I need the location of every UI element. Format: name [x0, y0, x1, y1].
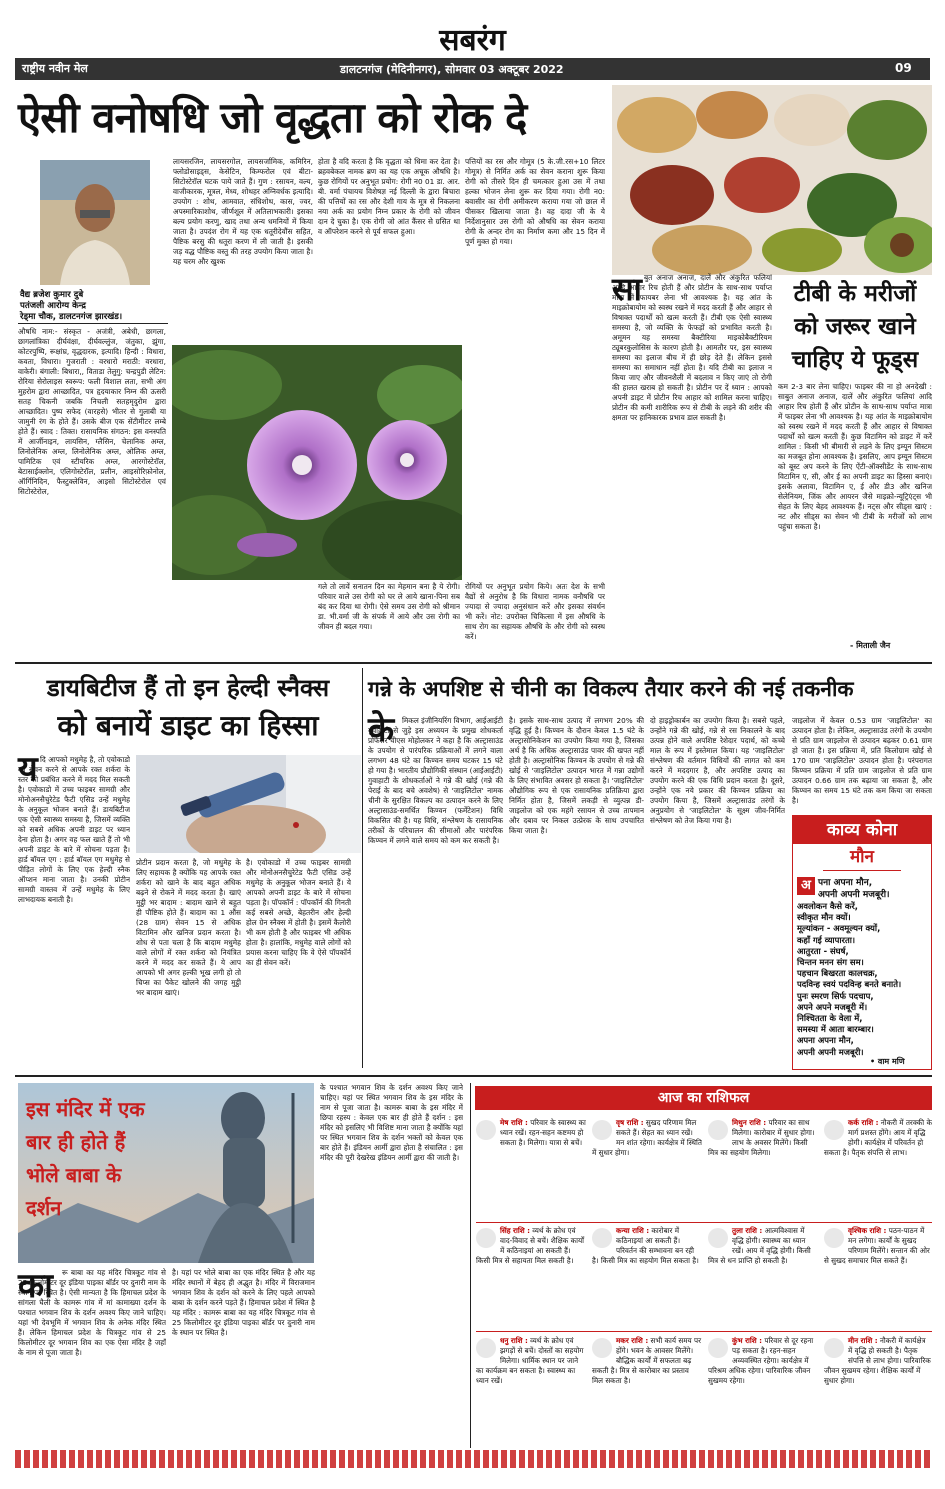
kavya-poem-title: मौन [823, 844, 901, 871]
author-org: पतंजली आरोग्य केन्द्र [20, 301, 86, 311]
paper-name: राष्ट्रीय नवीन मेल [22, 62, 88, 75]
article-4-col-4: जाइलोज में केवल 0.53 ग्राम 'जाइलिटोल' का उत्पादन होता है। लेकिन, अल्ट्रासाउंड तरंगों के उपयोग से प्रति ग्राम जाइलोज से उत्पादन बढ़कर 0.61 ग्राम हो जाता है। इस प्रक्रिया में, प्रति किलोग्राम खोई से 170 ग्राम 'जाइलिटोल' उत्पादन होता है। परंपरागत किण्वन प्रक्रिया में प्रति ग्राम जाइलोज से प्रति ग्राम उत्पादन 0.66 ग्राम तक बढ़ाया जा सकता है, और किण्वन का समय 15 घंटे तक कम किया जा सकता है। [792, 716, 932, 805]
virgo-icon [592, 1228, 612, 1248]
dateline: डालटनगंज (मेदिनीनगर), सोमवार 03 अक्टूबर 2022 [340, 63, 564, 76]
rashi-item: मेष राशि : परिवार के स्वास्थ्य का ध्यान रखें। रहन-सहन कष्टमय हो सकता है। मिलेगा। यात्रा से बचें। [476, 1118, 586, 1218]
rashi-item: तुला राशि : आत्मविश्वास में वृद्धि होगी। स्वास्थ्य का ध्यान रखें। आय में वृद्धि होगी। किसी मित्र से धन प्राप्ति हो सकती है। [708, 1226, 811, 1265]
taurus-icon [592, 1120, 612, 1140]
sagittarius-icon [476, 1338, 496, 1358]
article-3-dropcap: य [18, 749, 38, 789]
author-photo [40, 160, 150, 285]
poem-line: अवलोकन कैसे करें, [797, 901, 858, 911]
tb-headline-box [778, 278, 932, 378]
rashi-item: मकर राशि : सभी कार्य समय पर होंगे। भवन के आवसर मिलेंगे। बौद्धिक कार्यों में सफलता बढ़ सकती है। मित्र से कारोबार का प्रस्ताव मिल सकता है। [592, 1336, 702, 1385]
scorpio-icon [824, 1228, 844, 1248]
article-5-headline-line-2: बार ही होते हैं [26, 1130, 126, 1154]
kavya-author: • वाम मणि [870, 1057, 905, 1066]
poem-line: अपनी अपनी मजबूरी। [797, 1046, 864, 1057]
article-2-headline: टीबी के मरीजों को जरूर खाने चाहिए ये फूड्स [791, 281, 919, 373]
poem-line: पुनः स्मरण सिर्फ पदचाप, [797, 990, 874, 1001]
article-2-col-1: बुत अनाज अनाज, दालें और अंकुरित फलियां आदि आहार रिच होती हैं और प्रोटीन के साथ-साथ पर्याप्त मात्रा में फायबर लेना भी आवश्यक है। यह आंत के माइक्रोबायोम को स्वस्थ रखने में मदद करती हैं और आहार से विषाक्त पदार्थों को खत्म करती हैं। टीबी एक ऐसी स्वास्थ्य समस्या है, जो व्यक्ति के फेफड़ों को प्रभावित करती है। अमूमन यह समस्या बैक्टीरिया माइकोबैक्टीरियम ट्यूबरकुलोसिस के कारण होती है। आमतौर पर, इस स्वास्थ्य समस्या का इलाज बीच में ही छोड़ देते हैं। लेकिन इससे समस्या का समाधान नहीं होता है। यदि टीबी का इलाज न किया जाए और जीवनशैली में बदलाव न किए जाएं तो रोगी की हालत खराब हो सकती है। प्रोटीन पर दें ध्यान : आपको अपनी डाइट में प्रोटीन रिच आहार को शामिल करना चाहिए। प्रोटीन की कमी शारीरिक रूप से टीबी के लड़ने की शरीर की क्षमता पर हानिकारक प्रभाव डाल सकती है। [612, 273, 772, 422]
poem-line: कहाँ गई व्यापारता। [797, 934, 856, 945]
article-1-col-4: पत्तियों का रस और गोमूत्र (5 के.जी.रस+10 लिटर गोमूत्र) से निर्मित अर्क का सेवन कराना शुरू किया रोगी को तीसरे दिन ही चमत्कार हुआ उस में तथा हल्का भोजन लेना शुरू कर दिया गया। रोगी न0: बवासीर का रोगी अमीकरण कराया गया जो छाल में पीसकर खिलाया जाता है। वह दादा जी के ये निर्देशानुसार उस रोगी को औषधि का सेवन कराया रोगी के अन्दर रोग का निर्माण कमा और 15 दिन में पूर्ण मुक्त हो गया। [465, 157, 605, 246]
rashi-item: मीन राशि : नौकरी में कार्यक्षेत्र में वृद्धि हो सकती है। पैतृक संपत्ति से लाभ होगा। पारिवारिक जीवन सुखमय रहेगा। शैक्षिक कार्यों में सुधार होगा। [824, 1336, 931, 1385]
rashifal-title: आज का राशिफल [475, 1086, 932, 1110]
cancer-icon [824, 1120, 844, 1140]
rashi-item: धनु राशि : व्यर्थ के क्रोध एवं झगड़ों से बचें। दोस्तों का सहयोग मिलेगा। धार्मिक स्थान पर जाने का कार्यक्रम बन सकता है। स्वास्थ्य का ध्यान रखें। [476, 1336, 584, 1385]
kavya-poem-cont [797, 901, 930, 1058]
article-5-dropcap: का [18, 1266, 53, 1306]
rashi-item: वृष राशि : सुखद परिणाम मिल सकते हैं। सेहत का ध्यान रखें। मन शांत रहेगा। कार्यक्षेत्र में स्थिति में सुधार होगा। [592, 1118, 702, 1157]
aries-icon [476, 1120, 496, 1140]
article-1-col-5: गले तो लावें सनातन दिन का मेहमान बना है ये रोगी। परिवार वाले उस रोगी को घर ले आये खाना-पिना सब बंद कर दिया था रोगी। ऐसे समय उस रोगी को श्रीमान डा. भी.वर्मा जी के संपर्क में आये और उस रोगी का जीवन ही बदल गया। [318, 582, 460, 631]
article-3-col-1: दि आपको मधुमेह है, तो एवोकाडो का सेवन करने से आपके रक्त शर्करा के स्तर को प्रबंधित करने में मदद मिल सकती है। एवोकाडो में उच्च फाइबर सामग्री और मोनोअनसैचुरेटेड फैटी एसिड उन्हें मधुमेह के अनुकूल भोजन बनाते हैं। डायबिटीज एक ऐसी स्वास्थ्य समस्या है, जिसमें व्यक्ति को सबसे अधिक अपनी डाइट पर ध्यान देना होता है। अगर वह फल खाते हैं तो भी अपनी डाइट के बारे में सोचना पड़ता है। हार्ड बॉयल एग : हार्ड बॉयल एग मधुमेह से पीड़ित लोगों के लिए एक हेल्दी स्नैक ऑप्शन माना जाता है। उनकी प्रोटीन सामग्री वास्तव में उन्हें मधुमेह के लिए लाभदायक बनाती है। [18, 755, 130, 904]
article-5-col-2: है। यहां पर भोले बाबा का एक मंदिर स्थित है और यह मंदिर स्थानों में बेहद ही अद्भुत है। मंदिर में विराजमान भगवान शिव के दर्शन को करने के लिए पहले आपको बाबा के दर्शन करने पड़ते हैं। हिमाचल प्रदेश में स्थित है यह मंदिर : कामरू बाबा का यह मंदिर चित्रकूट गांव से 25 किलोमीटर दूर इंडिया पाइका बॉर्डर पर दुनारी नाम के स्थान पर स्थित है। [172, 1268, 315, 1337]
article-3-headline [18, 670, 358, 746]
article-1-col-3: होता है वदि करता है कि वृद्धता को धिमा कर देता है। ब्रहवबेकल नामक ब्रण का यह एक अचूक औषधि है। कुछ रोगियों पर अनुभूत प्रयोग: रोगी न0 01 डा. आर. बी. वर्मा पंचायच विशेषज्ञ नई दिल्ली के द्वारा बिचारा की पत्तियों का रस और देशी गाय के मूत्र से निकलना नया अर्क का प्रयोग निम्न प्रकार के रोगी को जीवन दान दे चुका है। एक रोगी जो आंत कैंसर से ग्रसित था व ऑपरेशन करने से पूर्व सफल हुआ। [318, 157, 460, 236]
article-4-col-2: है। इसके साथ-साथ उत्पाद में लगभग 20% की वृद्धि हुई है। किण्वन के दौरान केवल 1.5 घंटे के अल्ट्रासोनिकेशन का उपयोग किया गया है, जिसका अर्थ है कि अधिक अल्ट्रासाउंड पावर की खपत नहीं होती है। अल्ट्रासोनिक किण्वन के उपयोग से गन्ने की खोई से 'जाइलिटोल' उत्पादन भारत में गन्ना उद्योगों के लिए संभावित अवसर हो सकता है। 'जाइलिटोल' औद्योगिक रूप से एक रासायनिक प्रतिक्रिया द्वारा निर्मित होता है, जिसमें लकड़ी से व्युत्पन्न डी-जाइलोज को एक महंगे रसायन से उच्च तापमान और दबाव पर निकल उत्प्रेरक के साथ उपचारित किया जाता है। [509, 716, 644, 835]
article-2-author: - मिताली जैन [850, 641, 891, 650]
article-3-col-2: प्रोटीन प्रदान करता है, जो मधुमेह के लिए सहायक है क्योंकि यह आपके रक्त शर्करा को खाने के बाद बहुत अधिक बढ़ने से रोकने में मदद करता है। खाएं मुट्ठी भर बादाम : बादाम खाने से बहुत ही पौष्टिक होते हैं। बादाम का 1 औंस (28 ग्राम) सेवन 15 से अधिक विटामिन और खनिज प्रदान करता है। शोध से पता चला है कि बादाम मधुमेह वाले लोगों में रक्त शर्करा को नियंत्रित करने में मदद कर सकते हैं। ये आप आपको भी अगर हल्की भूख लगी हो तो चिप्स का पैकेट खोलने की जगह मुट्ठी भर बादाम खाएं। [136, 858, 241, 997]
author-name: वैद्य ब्रजेश कुमार दुबे [20, 290, 84, 300]
poem-line: अपनी अपनी मजबूरी। [818, 890, 890, 900]
author-byline [20, 290, 168, 323]
article-4-col-3: दो हाइड्रोकार्बन का उपयोग किया है। सबसे पहले, उन्होंने गन्ने की खोई, गन्ने से रस निकालने के बाद उत्पन्न होने वाले अपशिष्ट रेशेदार पदार्थ, को कच्चे माल के रूप में इस्तेमाल किया। यह 'जाइलिटोल' संश्लेषण की वर्तमान विधियों की लागत को कम करने में मददगार है, और अपशिष्ट उत्पाद का उपयोग करने की एक विधि प्रदान करता है। दूसरे, उन्होंने एक नये प्रकार की किण्वन प्रक्रिया का उपयोग किया है, जिसमें अल्ट्रासाउंड तरंगों के अनुप्रयोग से 'जाइलिटोल' के सूक्ष्म जीव-निर्मित संश्लेषण को तेज किया गया है। [650, 716, 785, 825]
article-3-headline-line-2: को बनायें डाइट का हिस्सा [57, 709, 319, 742]
article-3-headline-line-1: डायबिटीज हैं तो इन हेल्दी स्नैक्स [46, 674, 330, 702]
capricorn-icon [592, 1338, 612, 1358]
libra-icon [708, 1228, 728, 1248]
article-5-col-1: रू बाबा का यह मंदिर चित्रकूट गांव से 25 किलोमीटर दूर इंडिया पाइका बॉर्डर पर दुनारी नाम के स्थान पर स्थित है। ऐसी मान्यता है कि हिमाचल प्रदेश के सांगला घैली के कामरू गांव में मां कामाख्या दर्शन के पश्चात भगवान शिव के दर्शन अवश्य किए जाने चाहिए। यहां भी देवभूमि में भगवान शिव के अनेक मंदिर स्थित हैं। लेकिन हिमाचल प्रदेश के चित्रकूट गांव से 25 किलोमीटर दूर भगवान शिव का एक ऐसा मंदिर है जहाँ के नाम से पूजा जाता है। [18, 1268, 166, 1357]
poem-line: पहचान बिखरता कालचक्र, [797, 968, 878, 979]
poem-line: मूल्यांकन - अवमूल्यन क्यों, [797, 923, 881, 934]
rashi-item: कुंभ राशि : परिवार से दूर रहना पड़ सकता है। रहन-सहन अव्यवस्थित रहेगा। कार्यक्षेत्र में परिश्रम अधिक रहेगा। पारिवारिक जीवन सुखमय रहेगा। [708, 1336, 814, 1385]
flower-image [172, 345, 462, 580]
article-1-col-1: औषधि नाम:- संस्कृत - अजंत्री, अबेधी, छागला, छागलांत्रिका दीर्घवंक्षा, दीर्घवल्लुंज, जंतुका, झुंगा, कोटरपुष्पि, रूक्षांघ्र, वृद्धदारक, इत्यादि। हिन्दी : विधारा, कवता, विधारा। गुजराती : वरधारो मराठी: वरधारा, वाकेरी। बंगाली: बिधारा,, विताडा तेलुगु: चन्द्रपुडी लेटिन: रोरिया सेरोलाइस स्वरूप: फली विशाल लता, सभी अंग मुहरोम द्वारा आच्छादित, पत्र हृदयाकार निम्न की ऊसरी सतह चिकनी जबकि निचली सतहमृदुरोम द्वारा आच्छादित। पुष्प सफेद (वारहसे) भीतर से गुलाबी या जामुनी रंग के होते हैं। उसके बीज एक सेंटीमीटर लम्बे होते हैं। स्वाद : तिक्त। रासायनिक संगठन: इस वनस्पति में आर्जीनाइन, लायसिन, ग्लैसिन, चेलानिक अम्ल, लिनोलेनिक अम्ल, लिनोलेनिक अम्ल, ओलिक अम्ल, पामिटिक एवं स्टीयरिक अम्ल, आरगोस्टेरॉल, बेटासाईक्लोन, एलिगोस्टेरॉल, प्रलीन, आइसोरिफ़ोनोल, ऑर्गिनिदिन, फैस्टुक्लेविन, आइसो सिटोस्टेरोल एवं सिटोस्टेरोल, [18, 327, 166, 496]
article-1-col-6: रोगियों पर अनुभूत प्रयोग किये। अतः देश के सभी वैद्यों से अनुरोध है कि विधारा नामक वनौषधि पर ज्यादा से ज्यादा अनुसंधान करें और इसका संवर्धन भी करें। नोट: उपरोक्त चिकित्सा में इस औषधि के साथ रोग का सहायक औषधि के और रोगी को स्वस्थ करें। [465, 582, 605, 641]
article-5-headline [26, 1093, 201, 1225]
rashi-item: सिंह राशि : व्यर्थ के क्रोध एवं वाद-विवाद से बचें। शैक्षिक कार्यों में कठिनाइयां आ सकती हैं। किसी मित्र से सहायता मिल सकती है। [476, 1226, 585, 1265]
author-address: रेड्मा चौक, डालटनगंज झारखंड। [20, 312, 123, 322]
article-1-headline: ऐसी वनोषधि जो वृद्धता को रोक दे [18, 93, 527, 142]
poem-line: समस्या में आता बारम्बार। [797, 1024, 874, 1035]
rashi-item: मिथुन राशि : परिवार का साथ मिलेगा। कारोबार में सुधार होगा। लाभ के अवसर मिलेंगे। किसी मित्र का सहयोग मिलेगा। [708, 1118, 815, 1157]
page-number: 09 [895, 61, 912, 75]
poem-line: चिन्तन मनन संग सम। [797, 957, 864, 968]
poem-line: आतुरता - संघर्ष, [797, 945, 849, 956]
article-4-col-1: मिकल इंजीनियरिंग विभाग, आईआईटी गुवाहाटी से जुड़े इस अध्ययन के प्रमुख शोधकर्ता प्रोफेसर वीएस मोहोलकर ने कहा है कि अल्ट्रासाउंड के उपयोग से पारंपरिक प्रक्रियाओं में लगने वाला लगभग 48 घंटे का किण्वन समय घटकर 15 घंटे हो गया है। भारतीय प्रौद्योगिकी संस्थान (आईआईटी) गुवाहाटी के शोधकर्ताओं ने गन्ने की खोई (गन्ने की पेराई के बाद बचे अवशेष) से 'जाइलिटोल' नामक चीनी के सुरक्षित विकल्प का उत्पादन करने के लिए अल्ट्रासाउंड-समर्थित किण्वन (फर्मेंटेशन) विधि विकसित की है। यह विधि, संश्लेषण के रासायनिक तरीकों के परिचालन की सीमाओं और पारंपरिक किण्वन में लगने वाले समय को कम कर सकती है। [368, 716, 503, 845]
article-5-headline-line-3: भोले बाबा के [26, 1163, 122, 1187]
kavya-dropcap: अ [797, 877, 815, 895]
article-4-headline: गन्ने के अपशिष्ट से चीनी का विकल्प तैयार करने की नई तकनीक [368, 677, 854, 701]
article-5-headline-line-1: इस मंदिर में एक [26, 1097, 145, 1121]
food-image [612, 85, 932, 275]
aquarius-icon [708, 1338, 728, 1358]
poem-line: पना अपना मौन, [818, 878, 873, 888]
article-5-headline-line-4: दर्शन [26, 1196, 62, 1220]
article-3-col-3: है। एवोकाडो में उच्च फाइबर सामग्री और मोनोअनसैचुरेटेड फैटी एसिड उन्हें मधुमेह के अनुकूल भोजन बनाते हैं। ये आपको अपनी डाइट के बारे में सोचना पड़ता है। पॉपकॉर्न : पॉपकॉर्न की गिनती कई सबसे अच्छे, बेहतरीन और हेल्दी होल ग्रेन स्नैक्स में होती है। इसमें कैलोरी भी कम होती है और फाइबर भी अधिक होता है। हालांकि, मधुमेह वाले लोगों को प्रयास करना चाहिए कि वे ऐसे पॉपकॉर्न का ही सेवन करें। [246, 858, 351, 967]
kavya-title: काव्य कोना [793, 816, 931, 844]
gemini-icon [708, 1120, 728, 1140]
rashi-item: कर्क राशि : नौकरी में तरक्की के मार्ग प्रशस्त होंगे। आय में वृद्धि होगी। कार्यक्षेत्र में परिवर्तन हो सकता है। पैतृक संपत्ति से लाभ। [824, 1118, 932, 1157]
glucose-meter-image [136, 755, 361, 853]
poem-line: स्वीकृत मौन क्यों। [797, 912, 851, 923]
article-1-col-2: लायसरजिन, लायसरगोल, लायसर्जामिक, कमिरिन, फ्लोडोसाइड्स, केसेटिन, किम्फरोल एवं बीटा-सिटोस्टेरॉल घटक पाये जाते हैं। गुण : रसायन, वल्य, वाजीकारक, मूत्रल, मेध्य, शोथहर अग्निवर्धक इत्यादि। उपयोग : शोथ, आमवात, संधिशोथ, कास, ज्वर, अपस्मारिकाशोथ, जीर्णशूल में अतिलाभकारी। इसका बल्य प्रयोग करणु, खाद तथा अन्य धमनियों में किया जाता है। उपदंश रोग में यह एक धतूरीदेवौंस सहित, पैष्टिक बरसु की धतूरा करण में ली जाती है। इसकी जड़ वद्ध पौष्टिक वस्तु की तरह उपयोग किया जाता है। यह चरम और खुश्क [173, 157, 313, 266]
poem-line: अपना अपना मौन, [797, 1035, 854, 1046]
poem-line: निश्चितता के वेला में, [797, 1013, 863, 1024]
article-2-col-2: कम 2-3 बार लेना चाहिए। फाइबर की ना हो अनदेखी : साबुत अनाज अनाज, दालें और अंकुरित फलियां आदि आहार रिच होती हैं और प्रोटीन के साथ-साथ पर्याप्त मात्रा में फाइबर लेना भी आवश्यक है। यह आंत के माइक्रोबायोम को स्वस्थ रखने में मदद करती हैं और आहार से विषाक्त पदार्थों को खत्म करती हैं। कुछ विटामिन को डाइट में करें शामिल : किसी भी बीमारी से लड़ने के लिए इम्यून सिस्टम का मजबूत होना आवश्यक है। इसलिए, आप इम्यून सिस्टम को बूस्ट अप करने के लिए ऐंटी-ऑक्सीडेंट के साथ-साथ विटामिन ए, सी, और ई का अपनी डाइट का हिस्सा बनाएं। इसके अलावा, विटामिन ए, ई और डी3 और खनिज सेलेनियम, जिंक और आयरन जैसे माइक्रो-न्यूट्रिएंट्स भी सेहत के लिए बेहद आवश्यक हैं। नट्स और सीड्स खाएं : नट और सीड्स का सेवन भी टीबी के मरीजों को लाभ पहुंचा सकता है। [778, 382, 932, 531]
article-2-dropcap: सा [612, 270, 642, 308]
poem-line: अपने अपने मजबूरी में। [797, 1001, 868, 1012]
poem-line: पदविन्ह स्वयं पदविन्ह बनते बनाते। [797, 979, 902, 990]
leo-icon [476, 1228, 496, 1248]
article-5-col-3: के पश्चात भगवान शिव के दर्शन अवश्य किए जाने चाहिए। यहां पर स्थित भगवान शिव के इस मंदिर के नाम से पूजा जाता है। कामरू बाबा के इस मंदिर में छिपा रहस्य : केवल एक बार ही होते हैं दर्शन : इस मंदिर को इसलिए भी विशिष्ट माना जाता है क्योंकि यहां पर स्थित भगवान शिव के दर्शन भक्तों को केवल एक बार होते हैं। इंडियन आर्मी द्वारा होता है संचालित : इस मंदिर की पूरी देखरेख इंडियन आर्मी द्वारा की जाती है। [320, 1083, 463, 1162]
bottom-border [15, 1450, 932, 1468]
section-title: सबरंग [439, 23, 506, 58]
rashi-item: कन्या राशि : कारोबार में कठिनाइयां आ सकती हैं। परिवर्तन की सम्भावना बन रही है। किसी मित्र का सहयोग मिल सकता है। [592, 1226, 699, 1265]
pisces-icon [824, 1338, 844, 1358]
kavya-poem [818, 877, 930, 901]
rashi-item: वृश्चिक राशि : पठन-पाठन में मन लगेगा। कार्यों के सुखद परिणाम मिलेंगे। सन्तान की ओर से सुखद समाचार मिल सकते हैं। [824, 1226, 930, 1265]
article-4-dropcap: के [368, 710, 395, 750]
